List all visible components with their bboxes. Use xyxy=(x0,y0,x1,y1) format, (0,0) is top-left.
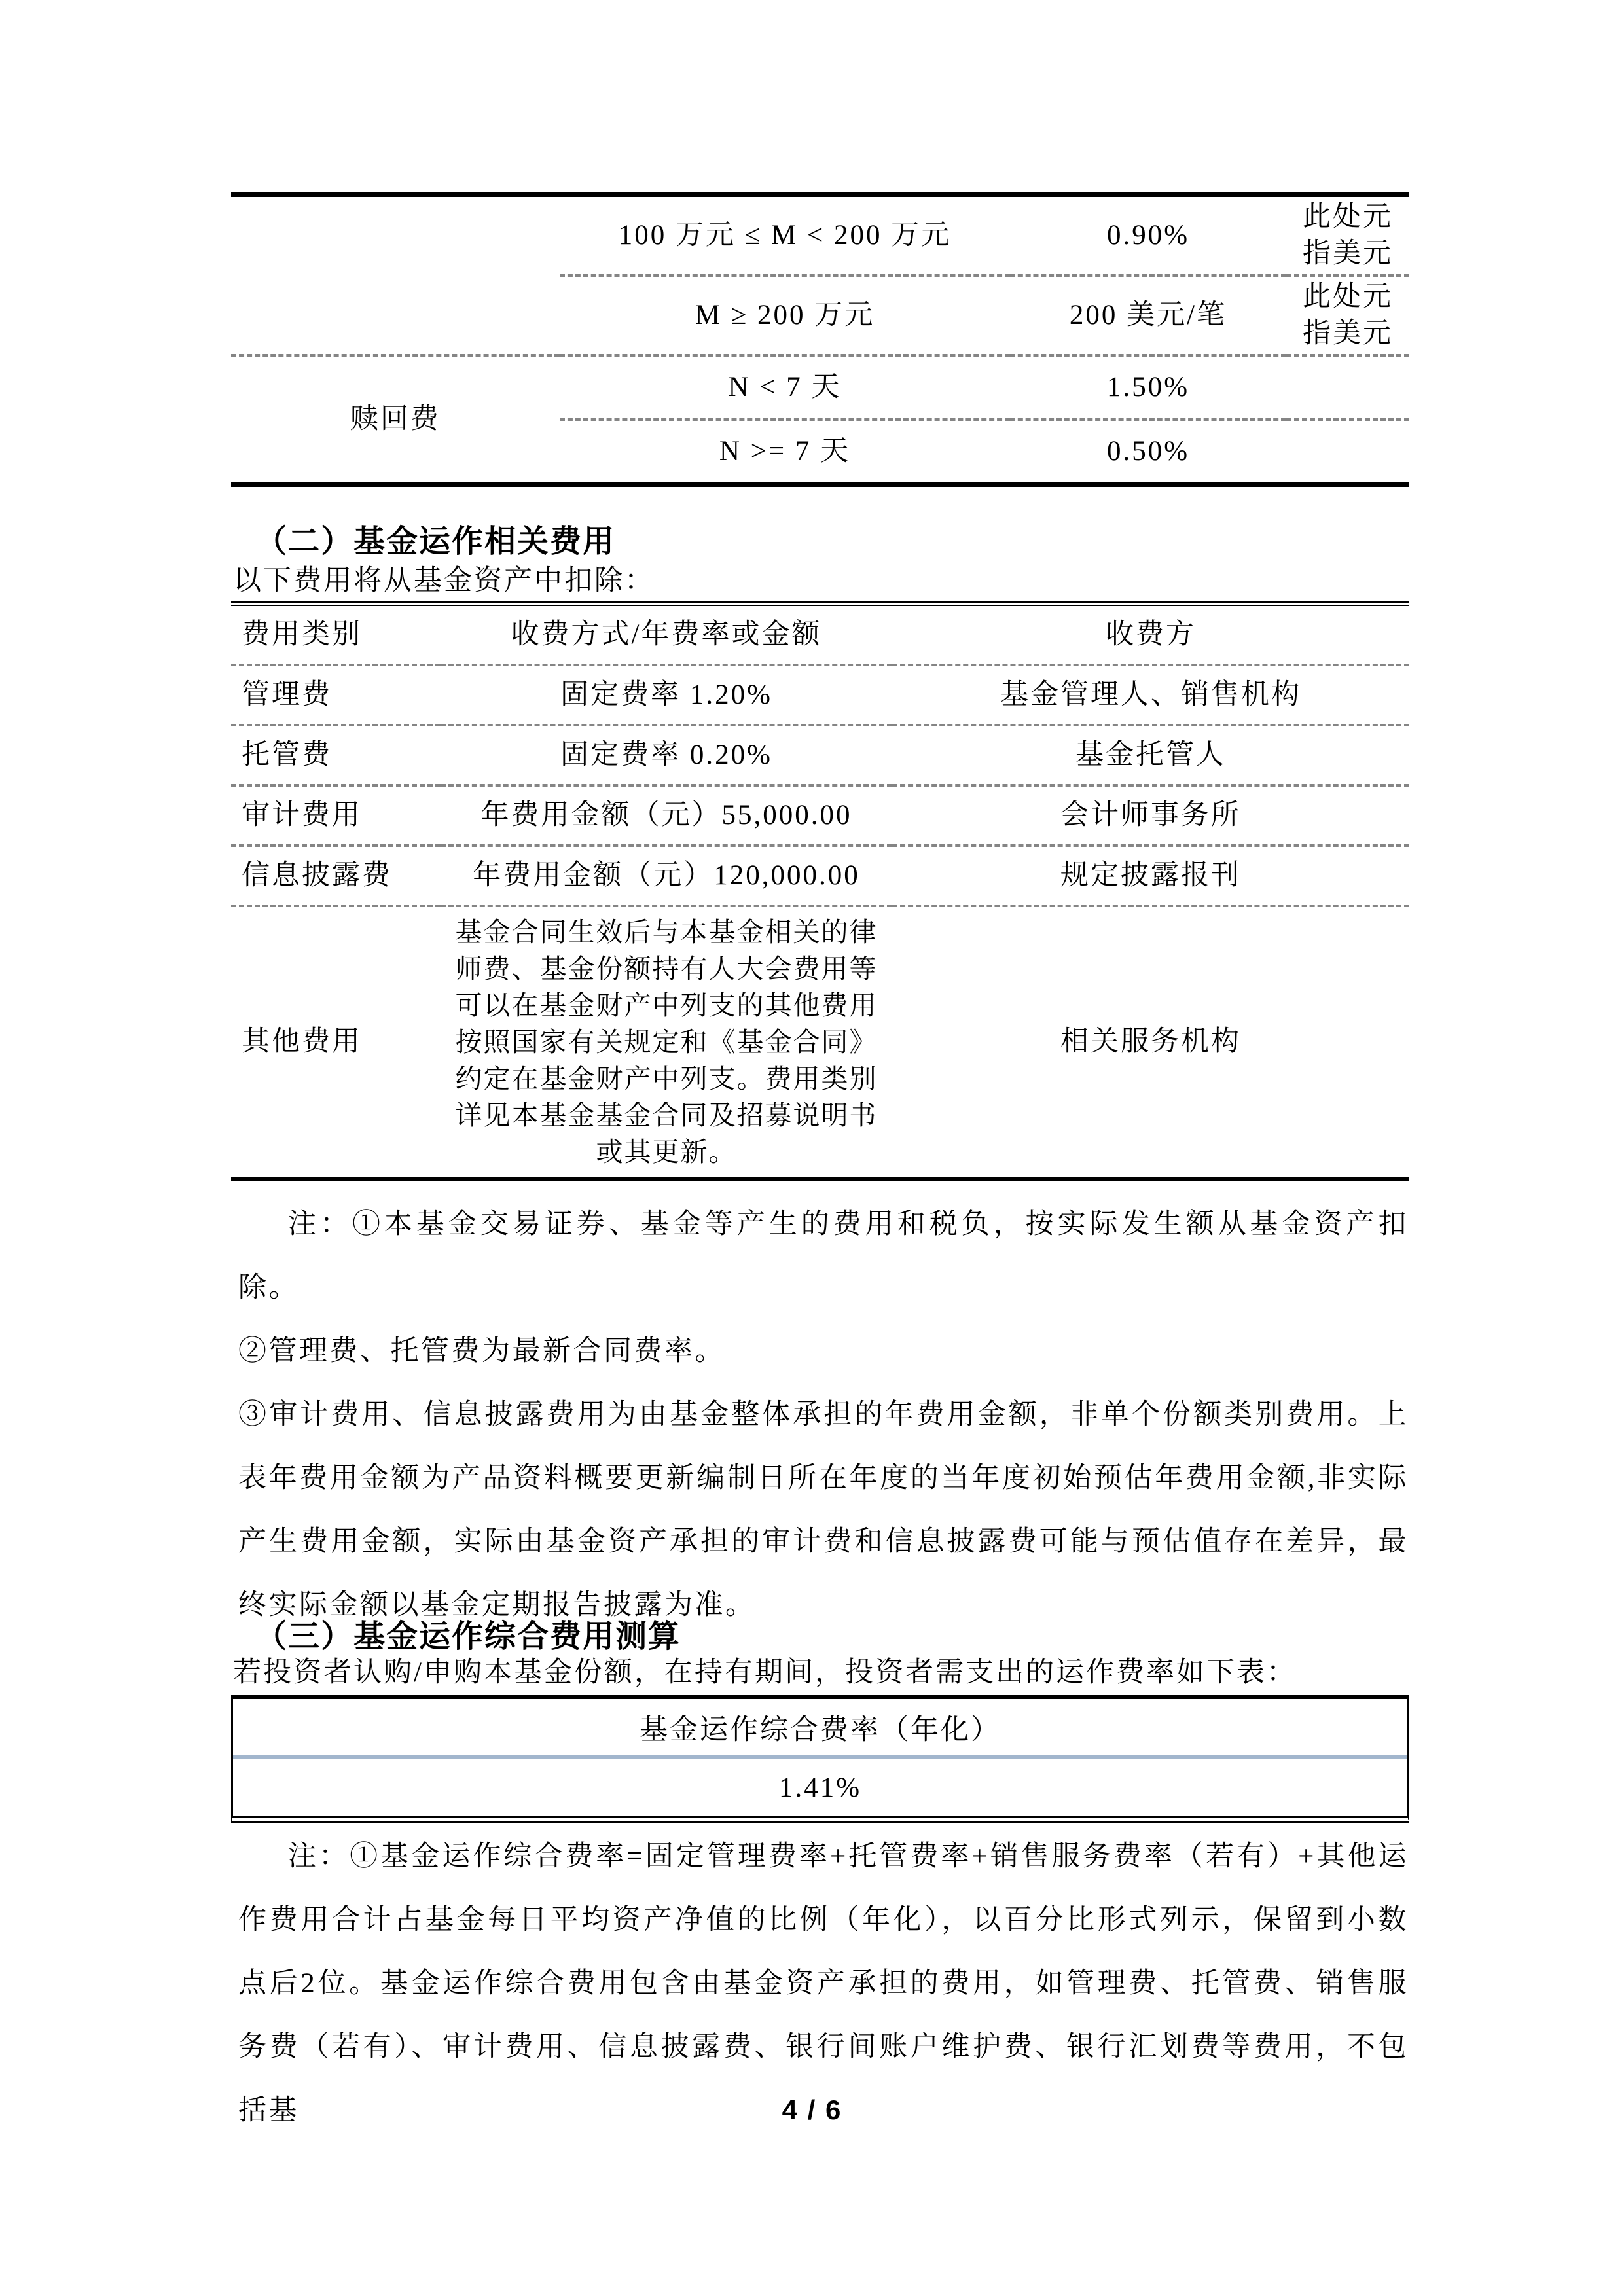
section-3-heading: （三）基金运作综合费用测算 xyxy=(255,1619,681,1654)
fee-note-cell xyxy=(1286,420,1409,485)
table-row xyxy=(231,906,1409,1179)
fee-method-cell: 基金合同生效后与本基金相关的律师费、基金份额持有人大会费用等可以在基金财产中列支的其他费用按照国家有关规定和《基金合同》约定在基金财产中列支。费用类别详见本基金基金合同及招募说明书或其更新。 xyxy=(441,906,892,1179)
section-2-intro: 以下费用将从基金资产中扣除： xyxy=(233,565,655,596)
note-paragraph: 注：①本基金交易证券、基金等产生的费用和税负，按实际发生额从基金资产扣除。 xyxy=(238,1209,1409,1303)
table-row xyxy=(231,725,1409,785)
column-header-method: 收费方式/年费率或金额 xyxy=(511,619,822,650)
table-row xyxy=(231,785,1409,846)
note-paragraph: ②管理费、托管费为最新合同费率。 xyxy=(238,1336,725,1367)
table-row xyxy=(231,276,1409,355)
fee-tier-cell: N < 7 天 xyxy=(560,355,1010,420)
operating-fees-table xyxy=(231,601,1409,1181)
column-header-payee: 收费方 xyxy=(1106,619,1196,650)
fee-type-cell: 其他费用 xyxy=(231,906,441,1179)
redemption-fee-label: 赎回费 xyxy=(231,355,560,485)
fee-payee-cell: 相关服务机构 xyxy=(892,906,1409,1179)
fee-rate-cell: 1.50% xyxy=(1010,355,1286,420)
fee-tier-cell: M ≥ 200 万元 xyxy=(560,276,1010,355)
fee-method-cell: 年费用金额（元）120,000.00 xyxy=(441,846,892,906)
section-2-heading: （二）基金运作相关费用 xyxy=(255,524,616,559)
fee-note-cell: 此处元指美元 xyxy=(1286,276,1409,355)
fee-rate-cell: 200 美元/笔 xyxy=(1010,276,1286,355)
fee-payee-cell: 规定披露报刊 xyxy=(892,846,1409,906)
table-row xyxy=(231,665,1409,725)
fee-payee-cell: 基金管理人、销售机构 xyxy=(892,665,1409,725)
section-2-notes xyxy=(238,1193,1409,1637)
fee-tier-cell: 100 万元 ≤ M < 200 万元 xyxy=(618,220,952,251)
page-number: 4 / 6 xyxy=(782,2094,842,2125)
fee-payee-cell: 会计师事务所 xyxy=(892,785,1409,846)
table-header-row xyxy=(231,604,1409,666)
fee-method-cell: 年费用金额（元）55,000.00 xyxy=(441,785,892,846)
fee-tier-table xyxy=(231,192,1409,487)
note-paragraph: ③审计费用、信息披露费用为由基金整体承担的年费用金额，非单个份额类别费用。上表年费用金额为产品资料概要更新编制日所在年度的当年度初始预估年费用金额,非实际产生费用金额，实际由基金资产承担的审计费和信息披露费可能与预估值存在差异，最终实际金额以基金定期报告披露为准。 xyxy=(238,1399,1409,1621)
fee-type-cell: 审计费用 xyxy=(231,785,441,846)
note-paragraph: 注：①基金运作综合费率=固定管理费率+托管费率+销售服务费率（若有）+其他运作费用合计占基金每日平均资产净值的比例（年化），以百分比形式列示，保留到小数点后2位。基金运作综合费用包含由基金资产承担的费用，如管理费、托管费、销售服务费（若有）、审计费用、信息披露费、银行间账户维护费、银行汇划费等费用，不包括基 xyxy=(238,1841,1409,2126)
fee-rate-cell: 0.50% xyxy=(1010,420,1286,485)
fee-tier-cell: N >= 7 天 xyxy=(560,420,1010,485)
fee-rate-cell: 0.90% xyxy=(1106,220,1190,251)
column-header-fee-type: 费用类别 xyxy=(242,619,362,650)
composite-fee-header: 基金运作综合费率（年化） xyxy=(640,1714,1001,1746)
fee-type-cell: 信息披露费 xyxy=(231,846,441,906)
table-row xyxy=(231,195,1409,276)
fee-note-cell xyxy=(1286,355,1409,420)
fee-type-cell: 管理费 xyxy=(231,665,441,725)
table-row xyxy=(231,846,1409,906)
fee-note-cell: 此处元指美元 xyxy=(1303,202,1393,269)
table-row xyxy=(231,355,1409,420)
section-3-intro: 若投资者认购/申购本基金份额，在持有期间，投资者需支出的运作费率如下表： xyxy=(233,1657,1297,1688)
fee-type-cell: 托管费 xyxy=(231,725,441,785)
fee-category-cell xyxy=(231,276,560,355)
composite-fee-table xyxy=(231,1695,1409,1823)
composite-fee-value: 1.41% xyxy=(778,1772,862,1803)
fee-method-cell: 固定费率 1.20% xyxy=(441,665,892,725)
fee-method-cell: 固定费率 0.20% xyxy=(441,725,892,785)
fee-payee-cell: 基金托管人 xyxy=(892,725,1409,785)
fee-category-cell xyxy=(231,195,560,276)
